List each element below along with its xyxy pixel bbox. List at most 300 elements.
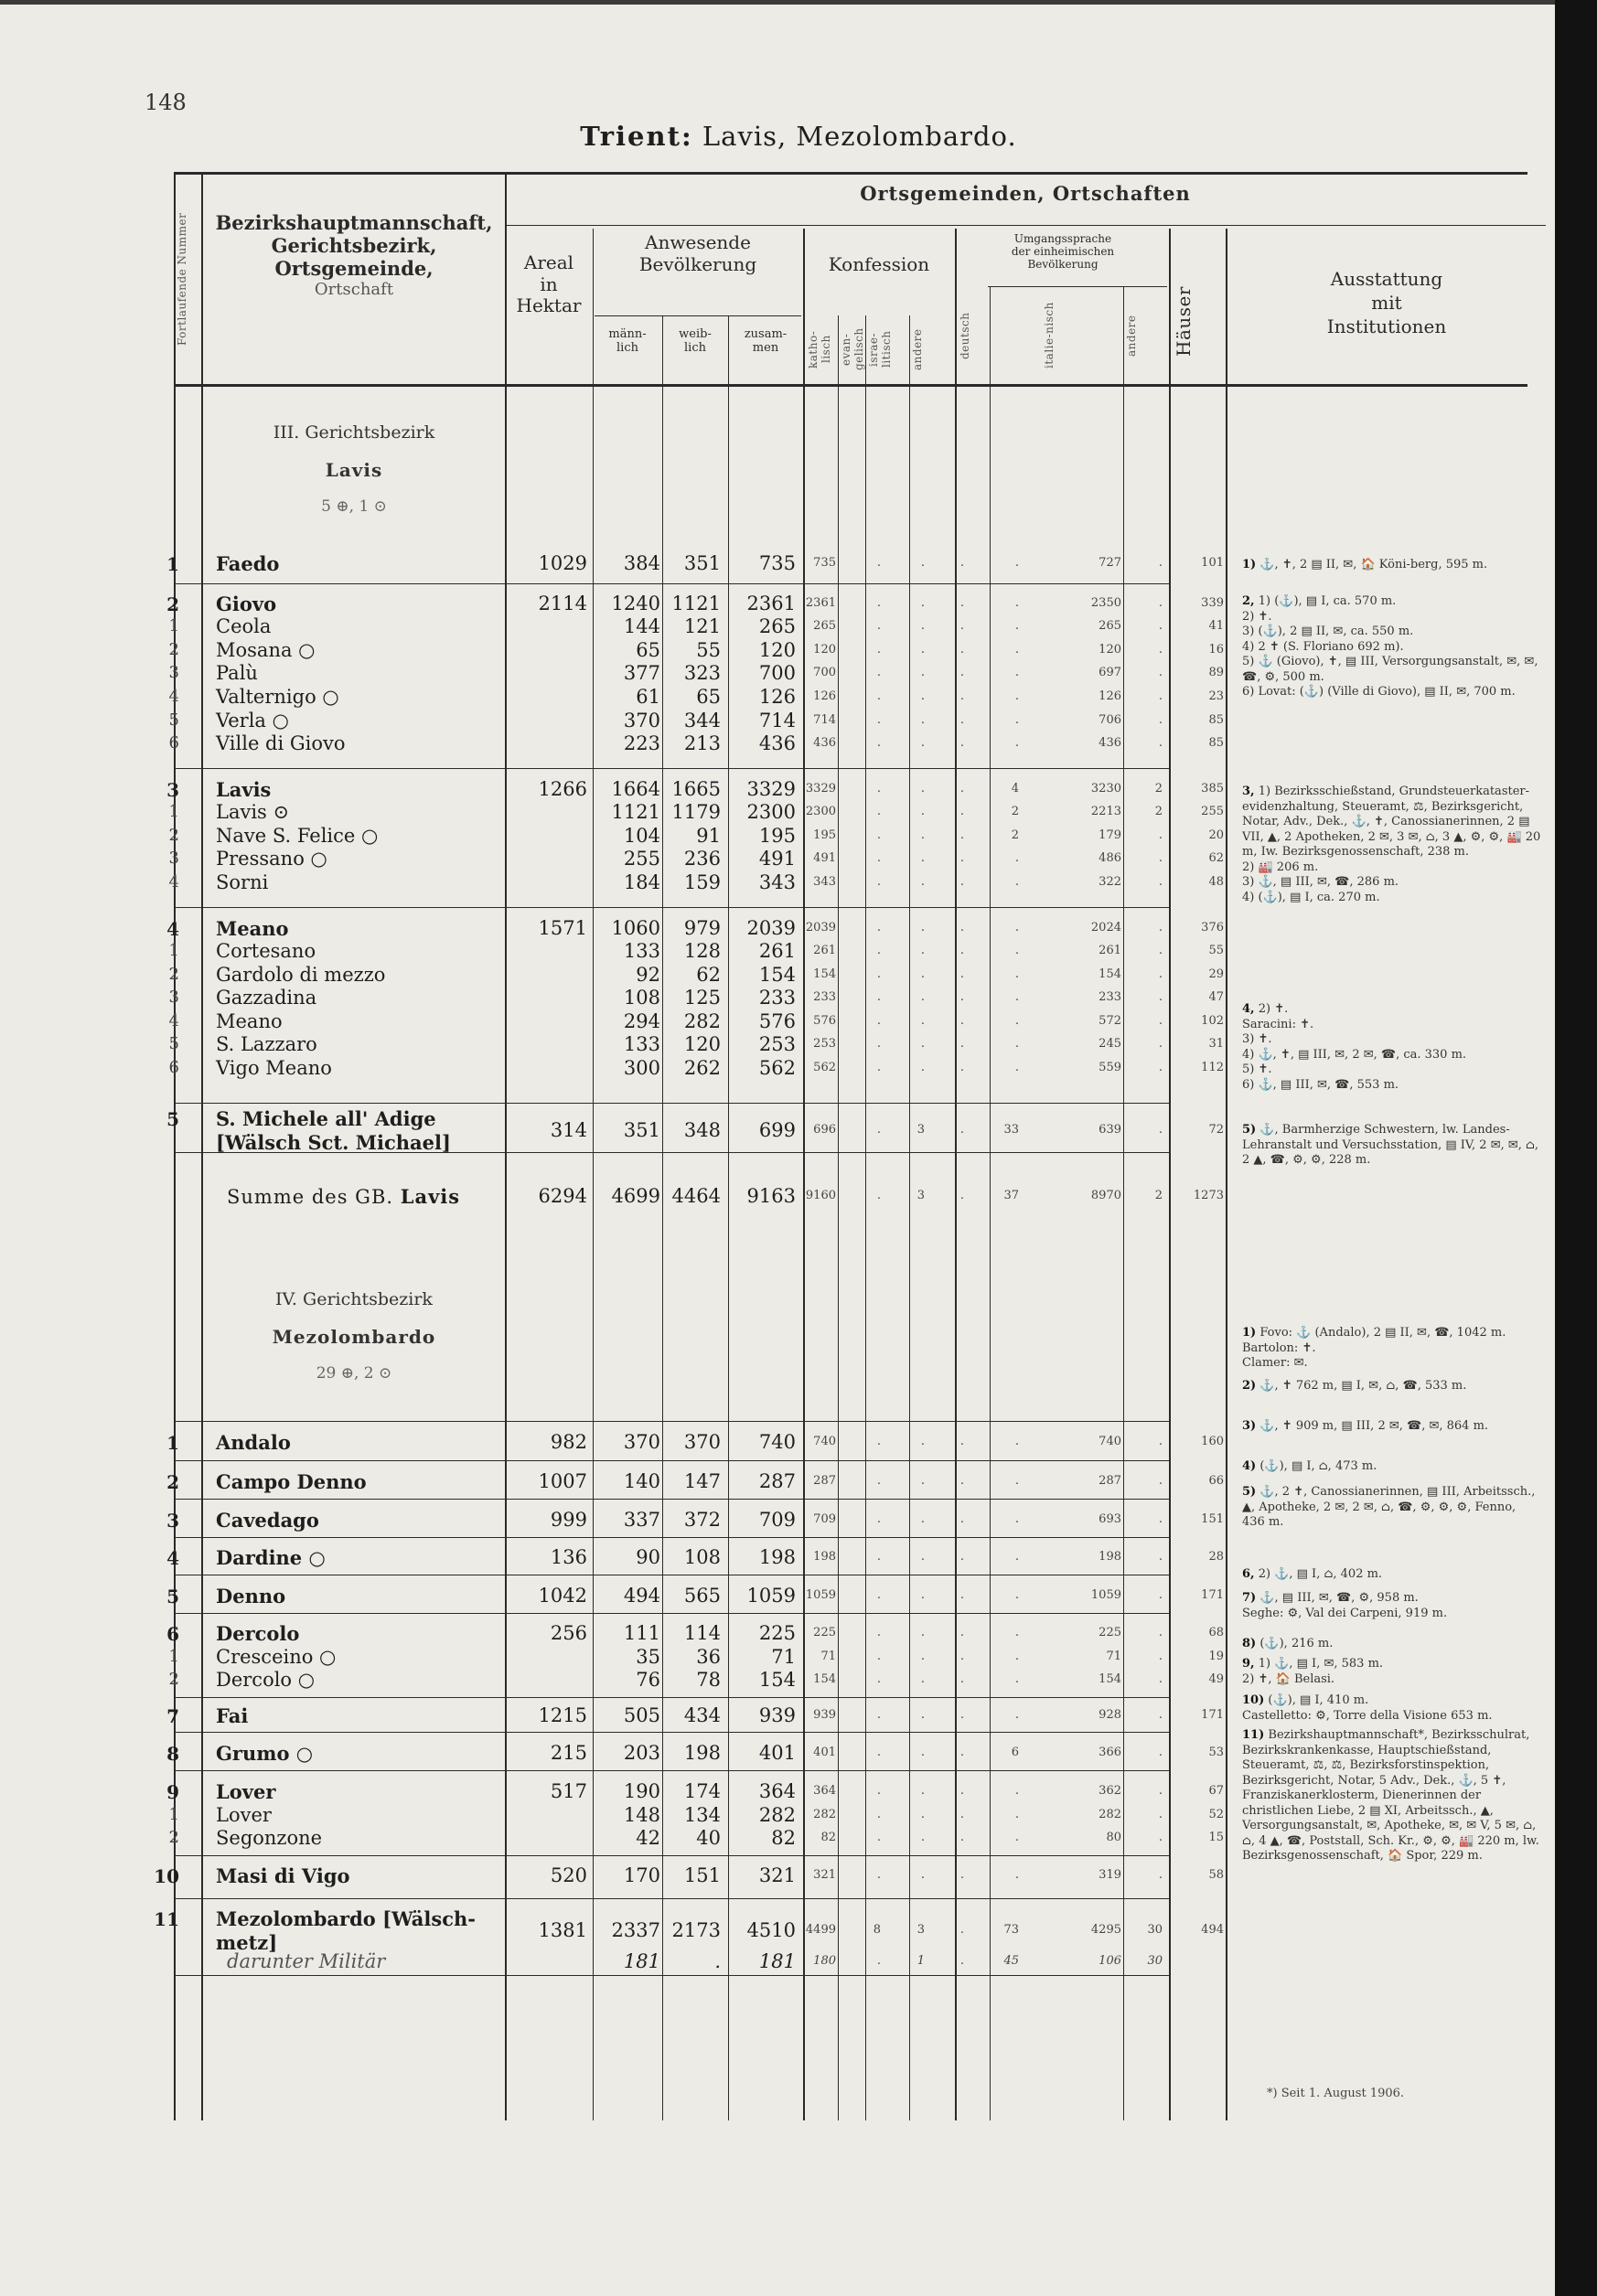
row-value-and: . bbox=[959, 921, 964, 934]
row-value-z: 265 bbox=[758, 615, 796, 637]
row-value-it: 8970 bbox=[1090, 1189, 1121, 1202]
row-value-and: . bbox=[959, 1014, 964, 1028]
row-value-w: 125 bbox=[683, 987, 721, 1009]
note-entry bbox=[1242, 1728, 1542, 1864]
row-value-w: 174 bbox=[683, 1780, 721, 1802]
row-value-it: 3230 bbox=[1090, 782, 1121, 796]
row-value-au: . bbox=[1158, 1650, 1163, 1663]
row-value-z: 261 bbox=[758, 940, 796, 962]
row-value-ev: . bbox=[876, 921, 881, 934]
row-value-m: 190 bbox=[623, 1780, 660, 1802]
row-value-m: 148 bbox=[623, 1804, 660, 1826]
page-number: 148 bbox=[145, 90, 187, 115]
note-text: ⚓, ✝, 2 ▤ II, ✉, 🏠 Köni-berg, 595 m. bbox=[1259, 558, 1488, 571]
row-name: Palù bbox=[216, 662, 258, 684]
row-area: 1266 bbox=[538, 778, 587, 800]
row-name: Pressano ○ bbox=[216, 848, 327, 870]
row-group-rule bbox=[174, 1732, 1169, 1733]
row-value-h: 160 bbox=[1201, 1435, 1224, 1448]
row-value-de: 4 bbox=[1011, 782, 1019, 796]
row-value-isr: . bbox=[920, 1037, 925, 1051]
row-value-w: 91 bbox=[696, 825, 721, 847]
row-name-bold: Lavis bbox=[400, 1185, 461, 1208]
row-value-m: 92 bbox=[636, 964, 660, 986]
header-konfession: Konfession bbox=[828, 253, 930, 275]
row-value-m: 370 bbox=[623, 1431, 660, 1453]
row-value-it: 572 bbox=[1099, 1014, 1121, 1028]
row-value-and: . bbox=[959, 619, 964, 633]
row-value-ev: . bbox=[876, 1868, 881, 1882]
row-area: 1007 bbox=[538, 1470, 587, 1492]
row-value-and: . bbox=[959, 1954, 964, 1968]
row-name: Cresceino ○ bbox=[216, 1646, 337, 1668]
row-value-ev: . bbox=[876, 1954, 881, 1968]
header-areal-2: in bbox=[540, 272, 558, 295]
row-value-isr: . bbox=[920, 596, 925, 610]
row-value-au: . bbox=[1158, 666, 1163, 679]
row-value-and: . bbox=[959, 1784, 964, 1798]
note-marker: 5) bbox=[1242, 1123, 1257, 1137]
row-value-isr: . bbox=[920, 1061, 925, 1074]
row-value-w: 120 bbox=[683, 1033, 721, 1055]
row-group-rule bbox=[174, 1103, 1169, 1104]
header-katholisch: katho-lisch bbox=[807, 330, 832, 368]
row-value-ev: . bbox=[876, 713, 881, 727]
col-line-w bbox=[662, 315, 663, 2120]
row-value-and: . bbox=[959, 1189, 964, 1202]
note-entry bbox=[1242, 1002, 1542, 1093]
row-value-m: 133 bbox=[623, 1033, 660, 1055]
row-value-isr: . bbox=[920, 782, 925, 796]
row-value-h: 112 bbox=[1201, 1061, 1224, 1074]
header-maennlich-1: männ- bbox=[608, 327, 647, 341]
row-area: 982 bbox=[550, 1431, 587, 1453]
row-value-de: . bbox=[1014, 1626, 1019, 1639]
row-value-de: . bbox=[1014, 556, 1019, 570]
row-value-kath: 1059 bbox=[805, 1588, 836, 1602]
row-value-w: 159 bbox=[683, 871, 721, 893]
row-value-it: 80 bbox=[1106, 1831, 1121, 1844]
umgang-rule bbox=[988, 286, 1167, 287]
note-marker: 1) bbox=[1242, 1326, 1257, 1340]
row-name: Faedo bbox=[216, 552, 280, 575]
row-name: Denno bbox=[216, 1585, 286, 1607]
row-value-z: 4510 bbox=[746, 1919, 796, 1941]
row-value-ev: . bbox=[876, 1831, 881, 1844]
row-group-rule bbox=[174, 1975, 1169, 1976]
row-value-de: . bbox=[1014, 596, 1019, 610]
section-lavis-l3: 5 ⊕, 1 ⊙ bbox=[321, 497, 387, 516]
row-value-ev: 8 bbox=[873, 1923, 881, 1937]
row-value-z: 126 bbox=[758, 686, 796, 708]
row-name: darunter Militär bbox=[227, 1950, 386, 1972]
row-value-and: . bbox=[959, 556, 964, 570]
row-value-h: 28 bbox=[1208, 1550, 1224, 1564]
row-value-w: 114 bbox=[683, 1622, 721, 1644]
row-value-m: 1664 bbox=[611, 778, 660, 800]
row-value-de: . bbox=[1014, 1037, 1019, 1051]
table-header-sub-rule bbox=[505, 225, 1546, 226]
row-value-au: . bbox=[1158, 1746, 1163, 1759]
row-group-rule bbox=[174, 583, 1169, 584]
row-value-it: 1059 bbox=[1090, 1588, 1121, 1602]
row-value-and: . bbox=[959, 805, 964, 818]
row-value-au: . bbox=[1158, 1831, 1163, 1844]
row-value-isr: . bbox=[920, 1650, 925, 1663]
row-value-it: 4295 bbox=[1090, 1923, 1121, 1937]
note-text: 1) ⚓, ▤ I, ✉, 583 m. 2) ✝, 🏠 Belasi. bbox=[1242, 1657, 1384, 1686]
row-value-it: 436 bbox=[1099, 736, 1121, 750]
row-value-w: 370 bbox=[683, 1431, 721, 1453]
row-value-z: 71 bbox=[771, 1646, 796, 1668]
row-value-ev: . bbox=[876, 643, 881, 657]
row-value-and: . bbox=[959, 596, 964, 610]
row-number: 2 bbox=[166, 1471, 179, 1493]
row-value-it: 928 bbox=[1099, 1708, 1121, 1722]
row-value-z: 364 bbox=[758, 1780, 796, 1802]
row-value-z: 562 bbox=[758, 1057, 796, 1079]
row-value-ev: . bbox=[876, 1189, 881, 1202]
row-group-rule bbox=[174, 1421, 1169, 1422]
row-number: 5 bbox=[168, 1034, 179, 1053]
row-number: 4 bbox=[168, 1011, 179, 1031]
note-marker: 3, bbox=[1242, 785, 1255, 798]
row-value-z: 709 bbox=[758, 1509, 796, 1531]
header-areal bbox=[505, 252, 593, 317]
row-value-isr: 1 bbox=[916, 1954, 925, 1968]
note-entry bbox=[1242, 1485, 1542, 1531]
row-value-w: 372 bbox=[683, 1509, 721, 1531]
row-value-m: 35 bbox=[636, 1646, 660, 1668]
row-value-m: 300 bbox=[623, 1057, 660, 1079]
header-andere-k: andere bbox=[911, 328, 924, 370]
row-value-h: 55 bbox=[1208, 944, 1224, 957]
page-title-rest: Lavis, Mezolombardo. bbox=[692, 121, 1017, 152]
row-value-z: 198 bbox=[758, 1546, 796, 1568]
row-value-au: . bbox=[1158, 828, 1163, 842]
note-text: (⚓), 216 m. bbox=[1259, 1637, 1334, 1650]
row-value-w: 1665 bbox=[671, 778, 721, 800]
row-number: 5 bbox=[168, 710, 179, 730]
row-area: 1215 bbox=[538, 1704, 587, 1726]
row-area: 1571 bbox=[538, 917, 587, 939]
row-value-au: . bbox=[1158, 1588, 1163, 1602]
row-value-kath: 321 bbox=[813, 1868, 836, 1882]
header-ausstattung-1: Ausstattung bbox=[1330, 268, 1443, 290]
row-value-m: 337 bbox=[623, 1509, 660, 1531]
row-value-it: 740 bbox=[1099, 1435, 1121, 1448]
row-value-ev: . bbox=[876, 666, 881, 679]
row-number: 4 bbox=[166, 1547, 179, 1569]
row-value-m: 65 bbox=[636, 639, 660, 661]
row-value-au: 2 bbox=[1154, 1189, 1163, 1202]
row-value-m: 1060 bbox=[611, 917, 660, 939]
header-maennlich bbox=[593, 327, 662, 356]
row-area: 517 bbox=[550, 1780, 587, 1802]
row-value-au: . bbox=[1158, 944, 1163, 957]
row-area: 215 bbox=[550, 1742, 587, 1764]
note-marker: 3) bbox=[1242, 1419, 1257, 1433]
row-value-it: 639 bbox=[1099, 1123, 1121, 1137]
row-name: Mosana ○ bbox=[216, 639, 316, 661]
col-line-z bbox=[728, 315, 729, 2120]
row-value-h: 62 bbox=[1208, 851, 1224, 865]
row-value-ev: . bbox=[876, 990, 881, 1004]
row-group-rule bbox=[174, 1499, 1169, 1500]
row-value-kath: 700 bbox=[813, 666, 836, 679]
row-value-h: 171 bbox=[1201, 1588, 1224, 1602]
note-entry bbox=[1242, 1567, 1542, 1583]
note-text: Fovo: ⚓ (Andalo), 2 ▤ II, ✉, ☎, 1042 m. Bartolon: ✝. Clamer: ✉. bbox=[1242, 1326, 1506, 1370]
row-value-w: 282 bbox=[683, 1010, 721, 1032]
row-value-it: 120 bbox=[1099, 643, 1121, 657]
row-value-kath: 126 bbox=[813, 689, 836, 703]
row-value-and: . bbox=[959, 1512, 964, 1526]
header-andere-u: andere bbox=[1125, 315, 1138, 357]
row-value-m: 4699 bbox=[611, 1185, 660, 1207]
section-mezo-l3: 29 ⊕, 2 ⊙ bbox=[316, 1364, 392, 1383]
row-value-isr: . bbox=[920, 828, 925, 842]
row-value-au: . bbox=[1158, 1061, 1163, 1074]
row-value-and: . bbox=[959, 1868, 964, 1882]
header-weiblich-1: weib- bbox=[679, 327, 712, 341]
row-value-w: 236 bbox=[683, 848, 721, 870]
row-number: 3 bbox=[168, 663, 179, 682]
header-bezirk bbox=[203, 212, 505, 300]
row-value-de: . bbox=[1014, 643, 1019, 657]
row-value-z: 939 bbox=[758, 1704, 796, 1726]
header-bezirk-l2: Gerichtsbezirk, bbox=[271, 233, 437, 257]
row-number: 6 bbox=[168, 733, 179, 753]
row-value-kath: 735 bbox=[813, 556, 836, 570]
row-value-h: 20 bbox=[1208, 828, 1224, 842]
row-value-isr: 3 bbox=[916, 1923, 925, 1937]
row-value-m: 505 bbox=[623, 1704, 660, 1726]
row-area: 999 bbox=[550, 1509, 587, 1531]
col-line-area bbox=[505, 172, 507, 2120]
row-group-rule bbox=[174, 1460, 1169, 1461]
row-value-z: 282 bbox=[758, 1804, 796, 1826]
row-number: 3 bbox=[168, 849, 179, 868]
row-name: Mezolombardo [Wälsch- bbox=[216, 1907, 476, 1930]
row-value-z: 735 bbox=[758, 552, 796, 574]
row-value-au: 2 bbox=[1154, 782, 1163, 796]
header-israelitisch: israe-litisch bbox=[867, 330, 893, 368]
row-value-au: . bbox=[1158, 1474, 1163, 1488]
row-value-m: 133 bbox=[623, 940, 660, 962]
row-value-kath: 154 bbox=[813, 1672, 836, 1686]
section-mezo-l1: IV. Gerichtsbezirk bbox=[275, 1289, 433, 1309]
row-name: Ville di Giovo bbox=[216, 732, 346, 754]
footnote: *) Seit 1. August 1906. bbox=[1267, 2087, 1405, 2100]
row-number: 11 bbox=[154, 1908, 179, 1930]
row-value-kath: 491 bbox=[813, 851, 836, 865]
row-value-isr: . bbox=[920, 1550, 925, 1564]
note-entry bbox=[1242, 1419, 1542, 1435]
row-value-isr: . bbox=[920, 736, 925, 750]
row-value-ev: . bbox=[876, 967, 881, 981]
header-areal-1: Areal bbox=[523, 251, 574, 273]
row-value-h: 101 bbox=[1201, 556, 1224, 570]
row-value-kath: 180 bbox=[813, 1954, 836, 1968]
row-value-h: 47 bbox=[1208, 990, 1224, 1004]
row-value-z: 154 bbox=[758, 964, 796, 986]
header-umgangssprache bbox=[957, 232, 1169, 271]
row-value-de: . bbox=[1014, 1061, 1019, 1074]
row-area: 2114 bbox=[538, 593, 587, 614]
note-entry bbox=[1242, 1693, 1542, 1724]
row-value-w: 565 bbox=[683, 1585, 721, 1607]
row-value-and: . bbox=[959, 1474, 964, 1488]
row-value-m: 223 bbox=[623, 732, 660, 754]
row-name: S. Lazzaro bbox=[216, 1033, 317, 1055]
row-value-w: 4464 bbox=[671, 1185, 721, 1207]
row-value-it: 71 bbox=[1106, 1650, 1121, 1663]
row-value-isr: . bbox=[920, 967, 925, 981]
row-value-de: . bbox=[1014, 944, 1019, 957]
row-number: 2 bbox=[166, 593, 179, 615]
row-value-h: 102 bbox=[1201, 1014, 1224, 1028]
row-value-ev: . bbox=[876, 1672, 881, 1686]
header-zusammen-1: zusam- bbox=[744, 327, 788, 341]
note-text: 2) ✝. Saracini: ✝. 3) ✝. 4) ⚓, ✝, ▤ III, ✉, 2 ✉, ☎, ca. 330 m. 5) ✝. 6) ⚓, ▤ III, ✉, ☎, 553 m. bbox=[1242, 1002, 1467, 1092]
row-value-it: 2024 bbox=[1090, 921, 1121, 934]
header-evangelisch: evan-gelisch bbox=[840, 327, 865, 371]
header-umgang-1: Umgangssprache bbox=[1013, 232, 1112, 245]
row-name: Meano bbox=[216, 1010, 283, 1032]
row-value-h: 66 bbox=[1208, 1474, 1224, 1488]
row-value-isr: . bbox=[920, 1014, 925, 1028]
row-name: Dardine ○ bbox=[216, 1546, 326, 1569]
row-value-au: . bbox=[1158, 1435, 1163, 1448]
row-value-de: . bbox=[1014, 1014, 1019, 1028]
row-value-kath: 3329 bbox=[805, 782, 836, 796]
row-value-de: . bbox=[1014, 1474, 1019, 1488]
row-value-kath: 364 bbox=[813, 1784, 836, 1798]
header-ausstattung-2: mit bbox=[1371, 292, 1402, 314]
row-value-ev: . bbox=[876, 1435, 881, 1448]
row-value-and: . bbox=[959, 643, 964, 657]
header-maennlich-2: lich bbox=[616, 341, 638, 356]
row-value-m: 384 bbox=[623, 552, 660, 574]
row-value-w: 55 bbox=[696, 639, 721, 661]
row-value-isr: 3 bbox=[916, 1189, 925, 1202]
row-value-m: 294 bbox=[623, 1010, 660, 1032]
header-deutsch: deutsch bbox=[959, 312, 971, 359]
row-value-m: 1121 bbox=[611, 801, 660, 823]
row-value-ev: . bbox=[876, 1474, 881, 1488]
row-value-it: 322 bbox=[1099, 875, 1121, 889]
row-name: Gazzadina bbox=[216, 987, 317, 1009]
row-number: 2 bbox=[168, 640, 179, 659]
row-name-line2: metz] bbox=[216, 1931, 278, 1954]
row-value-isr: . bbox=[920, 805, 925, 818]
row-value-h: 85 bbox=[1208, 736, 1224, 750]
row-value-h: 1273 bbox=[1193, 1189, 1224, 1202]
note-marker: 2) bbox=[1242, 1379, 1257, 1393]
row-value-h: 48 bbox=[1208, 875, 1224, 889]
note-text: (⚓), ▤ I, ⌂, 473 m. bbox=[1259, 1459, 1377, 1473]
header-bezirk-l1: Bezirkshauptmannschaft, bbox=[215, 211, 493, 234]
col-line-e bbox=[838, 315, 839, 2120]
row-value-m: 377 bbox=[623, 662, 660, 684]
row-value-ev: . bbox=[876, 556, 881, 570]
section-heading-lavis bbox=[203, 422, 505, 516]
row-value-and: . bbox=[959, 1831, 964, 1844]
row-name: Masi di Vigo bbox=[216, 1864, 350, 1887]
row-value-z: 195 bbox=[758, 825, 796, 847]
row-value-h: 31 bbox=[1208, 1037, 1224, 1051]
row-value-h: 52 bbox=[1208, 1808, 1224, 1821]
row-value-m: 184 bbox=[623, 871, 660, 893]
row-value-m: 42 bbox=[636, 1827, 660, 1849]
row-value-h: 58 bbox=[1208, 1868, 1224, 1882]
col-line-au bbox=[1123, 286, 1124, 2120]
row-number: 1 bbox=[166, 553, 179, 575]
col-line-it bbox=[990, 286, 991, 2120]
row-value-and: . bbox=[959, 1708, 964, 1722]
row-value-au: . bbox=[1158, 1123, 1163, 1137]
row-value-it: 225 bbox=[1099, 1626, 1121, 1639]
row-value-and: . bbox=[959, 1435, 964, 1448]
note-marker: 7) bbox=[1242, 1591, 1257, 1605]
row-value-m: 108 bbox=[623, 987, 660, 1009]
row-number: 2 bbox=[168, 826, 179, 845]
row-value-de: . bbox=[1014, 921, 1019, 934]
row-value-it: 2213 bbox=[1090, 805, 1121, 818]
note-entry bbox=[1242, 1657, 1542, 1687]
row-value-isr: . bbox=[920, 1672, 925, 1686]
row-value-w: 348 bbox=[683, 1119, 721, 1141]
row-value-z: 3329 bbox=[746, 778, 796, 800]
row-value-h: 376 bbox=[1201, 921, 1224, 934]
row-value-m: 111 bbox=[623, 1622, 660, 1644]
row-value-w: . bbox=[714, 1950, 721, 1972]
row-value-z: 321 bbox=[758, 1864, 796, 1886]
row-value-ev: . bbox=[876, 1014, 881, 1028]
row-group-rule bbox=[174, 1770, 1169, 1771]
row-name: S. Michele all' Adige bbox=[216, 1107, 436, 1130]
row-value-it: 198 bbox=[1099, 1550, 1121, 1564]
note-entry bbox=[1242, 1591, 1542, 1621]
row-value-de: . bbox=[1014, 713, 1019, 727]
row-value-m: 61 bbox=[636, 686, 660, 708]
row-area: 520 bbox=[550, 1864, 587, 1886]
row-value-au: . bbox=[1158, 1626, 1163, 1639]
row-value-de: 37 bbox=[1003, 1189, 1019, 1202]
table-frame-top bbox=[174, 172, 1527, 175]
row-value-kath: 82 bbox=[820, 1831, 836, 1844]
row-value-and: . bbox=[959, 990, 964, 1004]
col-line-notes bbox=[1226, 229, 1227, 2120]
col-line-m bbox=[593, 229, 594, 2120]
row-value-and: . bbox=[959, 1808, 964, 1821]
note-marker: 2, bbox=[1242, 594, 1255, 608]
row-value-kath: 401 bbox=[813, 1746, 836, 1759]
row-value-de: . bbox=[1014, 1784, 1019, 1798]
row-value-z: 253 bbox=[758, 1033, 796, 1055]
row-value-and: . bbox=[959, 1061, 964, 1074]
row-value-it: 106 bbox=[1099, 1954, 1121, 1968]
row-value-and: . bbox=[959, 1746, 964, 1759]
row-value-and: . bbox=[959, 1923, 964, 1937]
row-value-w: 62 bbox=[696, 964, 721, 986]
row-group-rule bbox=[174, 768, 1169, 769]
row-area: 314 bbox=[550, 1119, 587, 1141]
row-value-z: 9163 bbox=[746, 1185, 796, 1207]
row-number: 8 bbox=[166, 1743, 179, 1765]
note-text: ⚓, 2 ✝, Canossianerinnen, ▤ III, Arbeitssch., ▲, Apotheke, 2 ✉, 2 ✉, ⌂, ☎, ⚙, ⚙, ⚙, Fenno, 436 m. bbox=[1242, 1485, 1536, 1529]
